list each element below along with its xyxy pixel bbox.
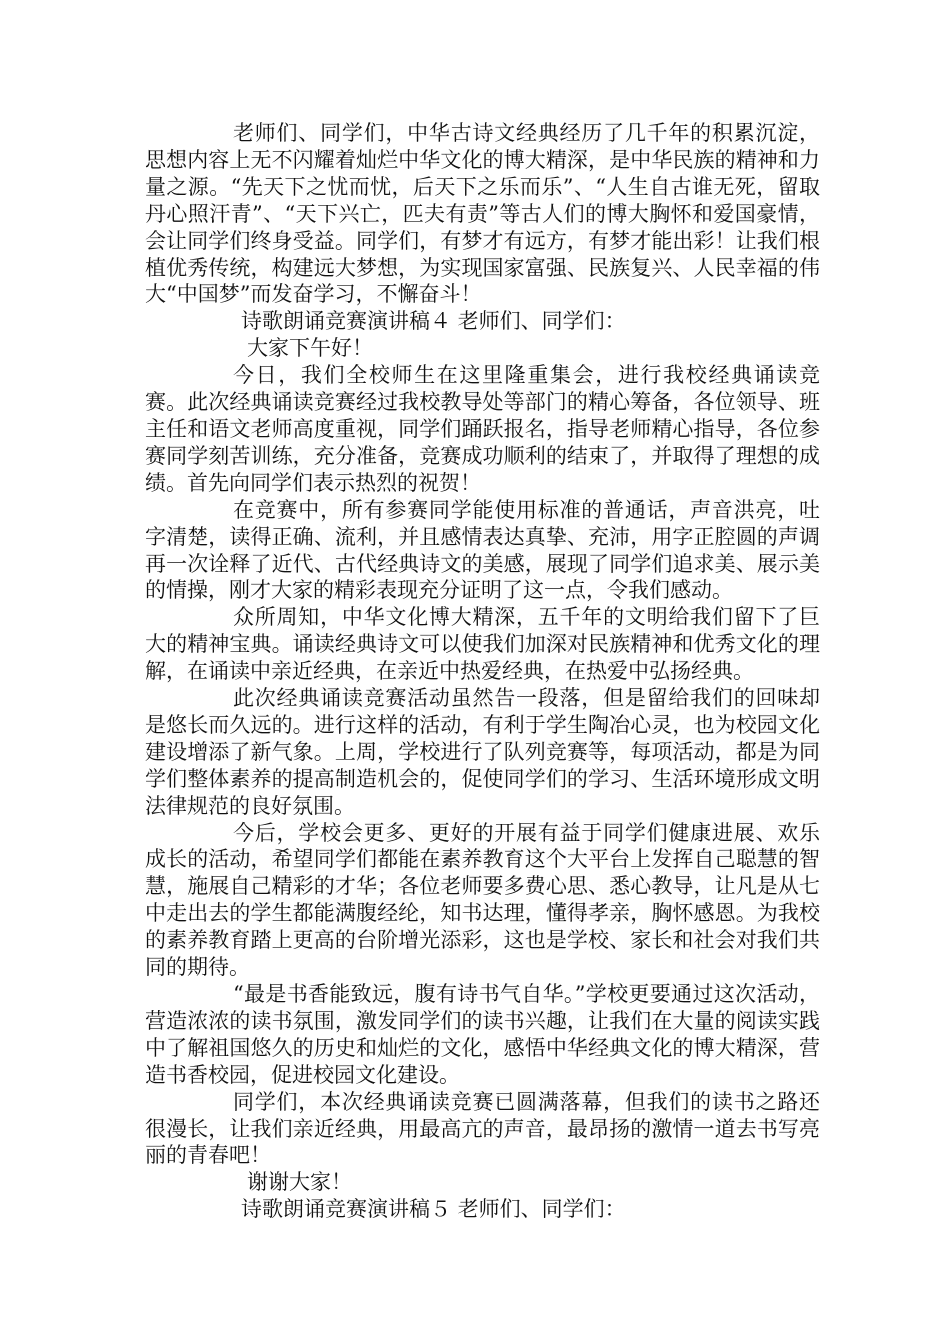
paragraph: “最是书香能致远，腹有诗书气自华。”学校更要通过这次活动，营造浓浓的读书氛围，激发同学们的读书兴趣，让我们在大量的阅读实践中了解祖国悠久的历史和灿烂的文化，感悟中华经典文化的博大精深，营造书香校园，促进校园文化建设。 [145, 982, 820, 1087]
paragraph: 在竞赛中，所有参赛同学能使用标准的普通话，声音洪亮，吐字清楚，读得正确、流利，并且感情表达真挚、充沛，用字正腔圆的声调再一次诠释了近代、古代经典诗文的美感，展现了同学们追求美、展示美的情操，刚才大家的精彩表现充分证明了这一点，令我们感动。 [145, 497, 820, 603]
paragraph: 众所周知，中华文化博大精深，五千年的文明给我们留下了巨大的精神宝典。诵读经典诗文可以使我们加深对民族精神和优秀文化的理解，在诵读中亲近经典，在亲近中热爱经典，在热爱中弘扬经典。 [145, 605, 820, 684]
speech-heading-4: 诗歌朗诵竞赛演讲稿４ 老师们、同学们： [241, 309, 626, 334]
speech-heading-5: 诗歌朗诵竞赛演讲稿５ 老师们、同学们： [241, 1197, 626, 1222]
paragraph-intro: 老师们、同学们，中华古诗文经典经历了几千年的积累沉淀，思想内容上无不闪耀着灿烂中华文化的博大精深，是中华民族的精神和力量之源。“先天下之忧而忧，后天下之乐而乐”、“人生自古谁无死，留取丹心照汗青”、“天下兴亡，匹夫有责”等古人们的博大胸怀和爱国豪情，会让同学们终身受益。同学们，有梦才有远方，有梦才能出彩！让我们根植优秀传统，构建远大梦想，为实现国家富强、民族复兴、人民幸福的伟大“中国梦”而发奋学习，不懈奋斗！ [145, 121, 820, 307]
paragraph: 同学们，本次经典诵读竞赛已圆满落幕，但我们的读书之路还很漫长，让我们亲近经典，用最高亢的声音，最昂扬的激情一道去书写亮丽的青春吧！ [145, 1089, 820, 1168]
document-body [145, 120, 820, 1223]
paragraph: 今后，学校会更多、更好的开展有益于同学们健康进展、欢乐成长的活动，希望同学们都能在素养教育这个大平台上发挥自己聪慧的智慧，施展自己精彩的才华；各位老师要多费心思、悉心教导，让凡是从七中走出去的学生都能满腹经纶，知书达理，懂得孝亲，胸怀感恩。为我校的素养教育踏上更高的台阶增光添彩，这也是学校、家长和社会对我们共同的期待。 [145, 820, 820, 980]
paragraph: 今日，我们全校师生在这里隆重集会，进行我校经典诵读竞赛。此次经典诵读竞赛经过我校教导处等部门的精心筹备，各位领导、班主任和语文老师高度重视，同学们踊跃报名，指导老师精心指导，各位参赛同学刻苦训练，充分准备，竞赛成功顺利的结束了，并取得了理想的成绩。首先向同学们表示热烈的祝贺！ [145, 363, 820, 495]
greeting-line: 大家下午好！ [247, 336, 373, 361]
paragraph: 此次经典诵读竞赛活动虽然告一段落，但是留给我们的回味却是悠长而久远的。进行这样的活动，有利于学生陶冶心灵，也为校园文化建设增添了新气象。上周，学校进行了队列竞赛等，每项活动，都是为同学们整体素养的提高制造机会的，促使同学们的学习、生活环境形成文明法律规范的良好氛围。 [145, 686, 820, 818]
thanks-line: 谢谢大家！ [247, 1170, 352, 1195]
